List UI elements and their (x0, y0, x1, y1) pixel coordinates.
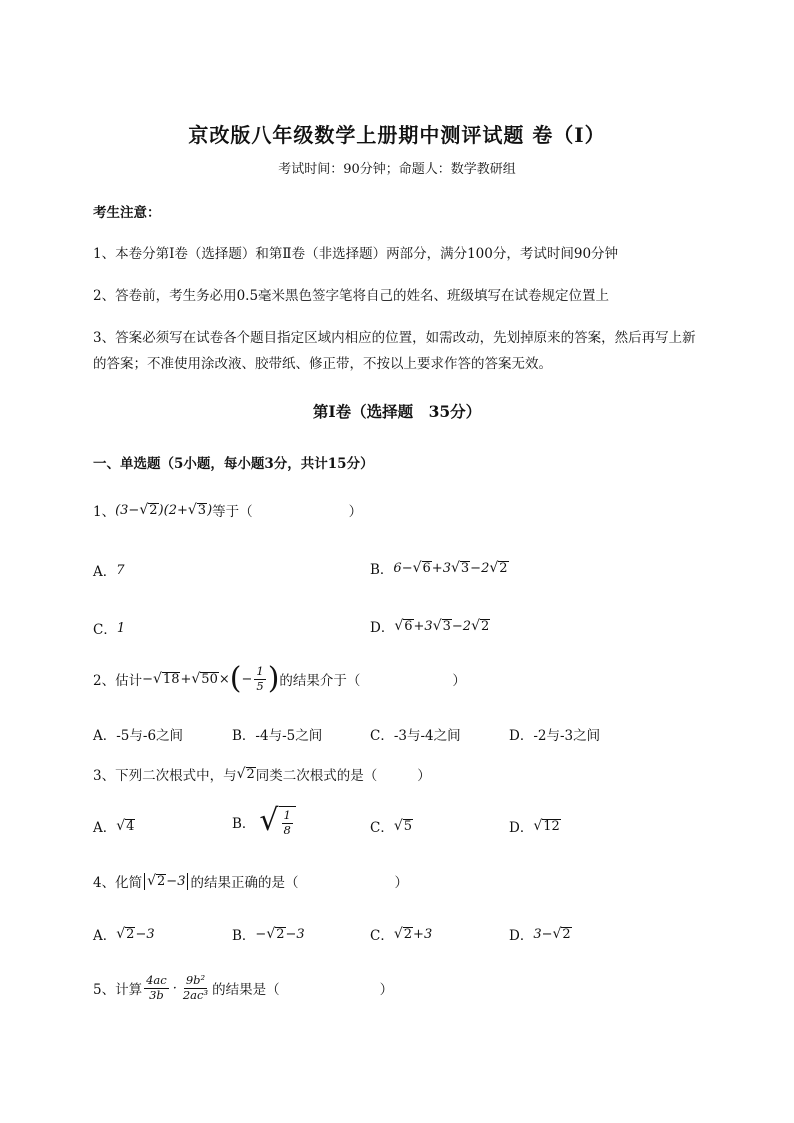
q1-sqrt-1: √ 2 (139, 501, 158, 518)
notice-item-2: 2、答卷前，考生务必用0.5毫米黑色签字笔将自己的姓名、班级填写在试卷规定位置上 (93, 288, 610, 304)
notice-item-1: 1、本卷分第Ⅰ卷（选择题）和第Ⅱ卷（非选择题）两部分，满分100分，考试时间90分钟 (93, 246, 619, 262)
q3-option-b[interactable]: B． √ $\frac{1}{8}$ (232, 806, 296, 838)
q2-fraction: $\frac{1}{5}$ (256, 663, 264, 693)
q5-fraction-2: $\frac{\text{9b²}}{\text{2ac³}}$ (182, 973, 209, 1002)
q2-sqrt-18: √ 18 (153, 670, 180, 687)
q1-option-b[interactable]: B． 6− √ 6 +3 √ 3 −2 √ 2 (370, 559, 508, 578)
q5-fraction-1: $\frac{4ac}{3b}$ (146, 973, 167, 1002)
q1-expr-b: )(2+ (158, 502, 188, 518)
q4-option-b[interactable]: B． − √ 2 −3 (232, 925, 305, 944)
q2-option-b[interactable]: B．-4与-5之间 (232, 728, 323, 744)
exam-subtitle: 考试时间：90分钟；命题人：数学教研组 (278, 162, 516, 177)
q2-stem-prefix: 2、估计 (93, 673, 143, 689)
q4-option-c[interactable]: C． √ 2 +3 (370, 925, 433, 944)
question-3: 3、下列二次根式中，与 √ 2 同类二次根式的是（ ） (93, 765, 431, 784)
q1-expr-c: ) (207, 502, 213, 518)
q4-sqrt-2: √ 2 (147, 872, 166, 889)
q1-sqrt-2: √ 3 (187, 501, 207, 518)
notice-item-3-line-2: 的答案；不准使用涂改液、胶带纸、修正带，不按以上要求作答的答案无效。 (93, 356, 552, 372)
question-4: 4、化简 √ 2 −3 的结果正确的是（ ） (93, 872, 408, 891)
q4-option-a[interactable]: A． √ 2 −3 (93, 925, 155, 944)
q2-stem-suffix: 的结果介于（ (279, 673, 361, 689)
q3-option-d[interactable]: D． √ 12 (509, 817, 560, 836)
q2-option-d[interactable]: D．-2与-3之间 (509, 728, 601, 744)
question-2: 2、估计 − √ 18 + √ 50 × ( − $\frac{1}{5}$ ) 的结果介于（ ） (93, 661, 466, 696)
question-group-heading: 一、单选题（5小题，每小题3分，共计15分） (93, 456, 374, 472)
question-5: 5、计算 $\frac{4ac}{3b}$ · $\frac{\text{9b²}}{\text{2ac³}}$ 的结果是（ ） (93, 973, 394, 1002)
q1-expr-a: (3− (115, 502, 140, 518)
q3-sqrt-2: √ 2 (236, 765, 255, 782)
q2-option-c[interactable]: C．-3与-4之间 (370, 728, 461, 744)
q1-option-d[interactable]: D． √ 6 +3 √ 3 −2 √ 2 (370, 617, 490, 636)
q1-close: ） (348, 504, 363, 520)
q1-option-a[interactable]: A． 7 (93, 562, 125, 580)
q1-stem: 等于（ (212, 504, 253, 520)
q1-option-c[interactable]: C． 1 (93, 620, 126, 638)
q3-option-c[interactable]: C． √ 5 (370, 817, 413, 836)
q2-sqrt-50: √ 50 (191, 670, 218, 687)
q3-option-a[interactable]: A． √ 4 (93, 817, 135, 836)
q1-number: 1、 (93, 504, 116, 520)
notice-item-3-line-1: 3、答案必须写在试卷各个题目指定区域内相应的位置，如需改动，先划掉原来的答案，然后再写上新 (93, 330, 696, 346)
q4-option-d[interactable]: D． 3− √ 2 (509, 925, 571, 944)
notice-heading: 考生注意： (93, 205, 161, 221)
exam-title: 京改版八年级数学上册期中测评试题 卷（Ⅰ） (188, 123, 606, 147)
section-title: 第Ⅰ卷（选择题 35分） (312, 402, 482, 421)
q2-option-a[interactable]: A．-5与-6之间 (93, 728, 184, 744)
question-1 (93, 500, 362, 520)
